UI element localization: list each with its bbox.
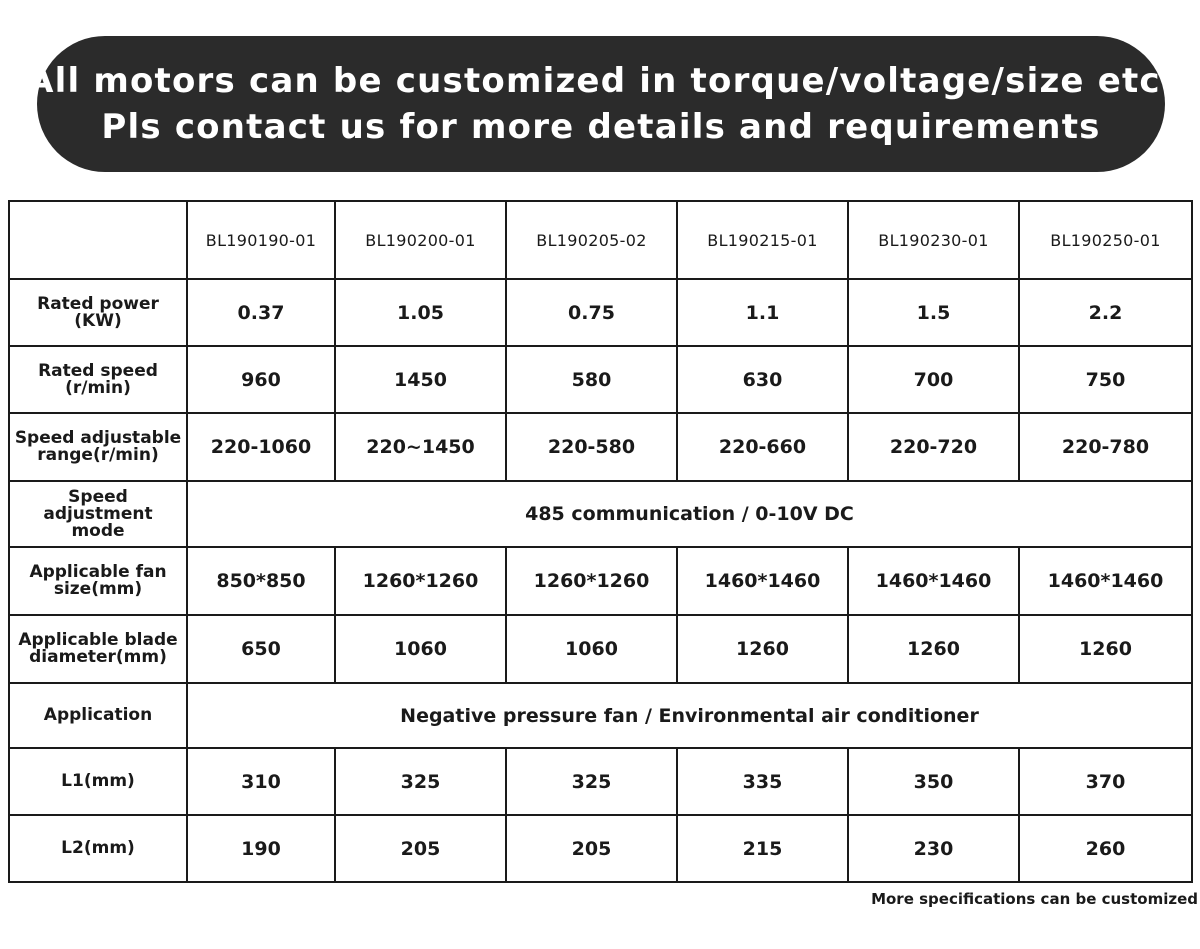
value-cell: 630 — [677, 346, 848, 413]
row-label-line: Rated speed — [38, 360, 158, 381]
table-row — [9, 481, 1192, 547]
merged-value-cell: Negative pressure fan / Environmental air conditioner — [187, 683, 1192, 748]
value-cell: 1260 — [677, 615, 848, 683]
model-header-5: BL190230-01 — [848, 201, 1019, 279]
table-row — [9, 815, 1192, 882]
row-label-line: (KW) — [74, 310, 122, 331]
value-cell: 220~1450 — [335, 413, 506, 481]
value-cell: 1260 — [1019, 615, 1192, 683]
model-header-6: BL190250-01 — [1019, 201, 1192, 279]
corner-cell — [9, 201, 187, 279]
banner-line-2: Pls contact us for more details and requirements — [101, 107, 1101, 147]
value-cell: 335 — [677, 748, 848, 815]
table-row — [9, 615, 1192, 683]
table-row — [9, 413, 1192, 481]
value-cell: 220-580 — [506, 413, 677, 481]
value-cell: 220-1060 — [187, 413, 335, 481]
row-label-line: size(mm) — [53, 579, 143, 599]
table-row — [9, 547, 1192, 615]
row-label-line: mode — [71, 520, 125, 541]
value-cell: 205 — [335, 815, 506, 882]
row-label — [9, 279, 187, 346]
value-cell: 0.37 — [187, 279, 335, 346]
value-cell: 1.5 — [848, 279, 1019, 346]
row-label — [9, 413, 187, 481]
value-cell: 1.05 — [335, 279, 506, 346]
row-label-line: (r/min) — [65, 377, 131, 398]
table-row — [9, 683, 1192, 748]
value-cell: 700 — [848, 346, 1019, 413]
row-label — [9, 481, 187, 547]
row-label-line: L1(mm) — [61, 771, 135, 791]
value-cell: 220-660 — [677, 413, 848, 481]
value-cell: 0.75 — [506, 279, 677, 346]
value-cell: 220-780 — [1019, 413, 1192, 481]
value-cell: 580 — [506, 346, 677, 413]
row-label-line: Applicable fan — [29, 562, 167, 582]
footnote: More specifications can be customized — [871, 890, 1198, 908]
value-cell: 325 — [506, 748, 677, 815]
row-label — [9, 748, 187, 815]
value-cell: 1060 — [506, 615, 677, 683]
value-cell: 1450 — [335, 346, 506, 413]
table-row — [9, 279, 1192, 346]
value-cell: 230 — [848, 815, 1019, 882]
value-cell: 2.2 — [1019, 279, 1192, 346]
value-cell: 215 — [677, 815, 848, 882]
value-cell: 1460*1460 — [677, 547, 848, 615]
model-header-2: BL190200-01 — [335, 201, 506, 279]
value-cell: 850*850 — [187, 547, 335, 615]
row-label — [9, 346, 187, 413]
value-cell: 1.1 — [677, 279, 848, 346]
value-cell: 310 — [187, 748, 335, 815]
row-label-line: L2(mm) — [61, 838, 135, 858]
spec-table — [8, 200, 1193, 883]
model-header-3: BL190205-02 — [506, 201, 677, 279]
value-cell: 190 — [187, 815, 335, 882]
value-cell: 325 — [335, 748, 506, 815]
value-cell: 350 — [848, 748, 1019, 815]
value-cell: 650 — [187, 615, 335, 683]
row-label-line: Speed — [68, 486, 128, 507]
value-cell: 750 — [1019, 346, 1192, 413]
value-cell: 220-720 — [848, 413, 1019, 481]
row-label-line: diameter(mm) — [29, 647, 167, 667]
merged-value-cell: 485 communication / 0-10V DC — [187, 481, 1192, 547]
row-label-line: adjustment — [43, 503, 153, 524]
value-cell: 370 — [1019, 748, 1192, 815]
row-label — [9, 615, 187, 683]
row-label-line: Applicable blade — [18, 630, 178, 650]
model-header-1: BL190190-01 — [187, 201, 335, 279]
row-label-line: Speed adjustable — [14, 428, 182, 448]
value-cell: 1060 — [335, 615, 506, 683]
value-cell: 1260 — [848, 615, 1019, 683]
row-label-line: Application — [43, 705, 153, 725]
value-cell: 960 — [187, 346, 335, 413]
table-row — [9, 748, 1192, 815]
value-cell: 1460*1460 — [1019, 547, 1192, 615]
row-label — [9, 547, 187, 615]
banner-line-1: All motors can be customized in torque/voltage/size etc. — [27, 61, 1175, 101]
promo-banner — [27, 36, 1175, 172]
header-row — [9, 201, 1192, 279]
value-cell: 1460*1460 — [848, 547, 1019, 615]
table-row — [9, 346, 1192, 413]
row-label-line: Rated power — [37, 293, 159, 314]
value-cell: 260 — [1019, 815, 1192, 882]
model-header-4: BL190215-01 — [677, 201, 848, 279]
row-label — [9, 683, 187, 748]
value-cell: 1260*1260 — [335, 547, 506, 615]
value-cell: 1260*1260 — [506, 547, 677, 615]
value-cell: 205 — [506, 815, 677, 882]
row-label-line: range(r/min) — [37, 445, 159, 465]
row-label — [9, 815, 187, 882]
